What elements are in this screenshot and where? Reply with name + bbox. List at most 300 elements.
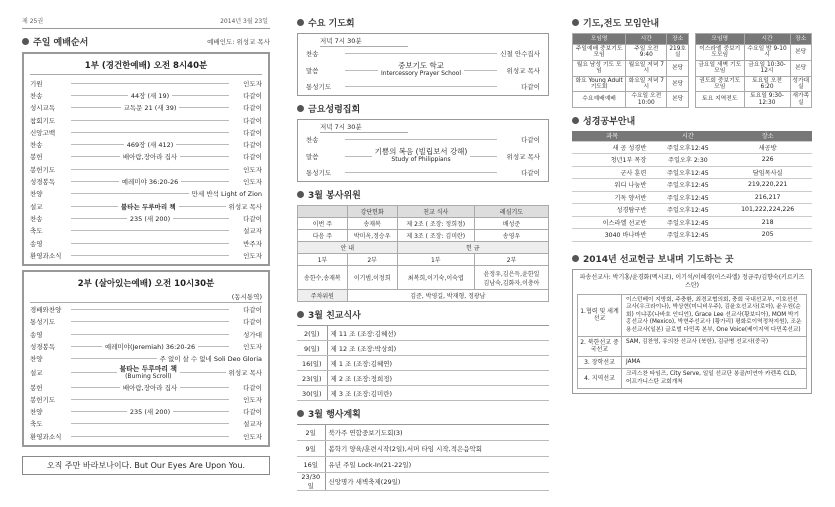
dash-line <box>71 387 120 388</box>
bible-row <box>572 204 812 217</box>
mission-row <box>577 337 807 356</box>
schedule-text: 제 11 조 (조장:김혜선) <box>327 326 549 341</box>
bible-row <box>572 216 812 229</box>
meeting-content <box>375 148 468 163</box>
wed-box <box>297 33 549 96</box>
order-row <box>30 237 262 249</box>
order-row <box>30 138 262 150</box>
order-row <box>30 316 262 328</box>
meet-row <box>573 60 689 76</box>
dash-line <box>176 144 229 145</box>
bible-cell: 226 <box>723 154 812 167</box>
mission-row <box>577 357 807 370</box>
meet-table-left <box>572 33 689 108</box>
meet-heading: 기도,전도 모임안내 <box>572 16 812 29</box>
meeting-person: 위성교 목사 <box>506 66 541 75</box>
dash-line <box>71 372 117 373</box>
vt-cell: 송영우 <box>475 230 549 242</box>
vt-cell: 배성준 <box>475 218 549 230</box>
order-person: 위성교 목사 <box>228 369 263 378</box>
order-main: 불타는 두루마리 책 <box>119 364 177 373</box>
order-person: 성가대 <box>243 330 262 339</box>
order-person: 다같이 <box>243 214 263 223</box>
meet-cell: 본당 <box>790 60 811 76</box>
meeting-row <box>306 133 540 146</box>
meeting-label: 통성기도 <box>306 169 332 177</box>
meeting-row <box>306 146 540 166</box>
order-content <box>120 366 177 380</box>
mission-category: 3. 장학선교 <box>578 357 622 369</box>
meet-cell: 토요 지역전도 <box>696 92 745 108</box>
vt-h: 레심기도 <box>475 206 549 218</box>
bible-cell: 군사 훈련 <box>572 166 652 179</box>
order-person: 인도자 <box>243 251 262 260</box>
dash-line <box>179 206 226 207</box>
events-heading: 3월 행사계획 <box>297 407 549 420</box>
order-row <box>30 151 262 163</box>
bible-cell: 218 <box>723 216 812 229</box>
service2-subtitle: (동시통역) <box>30 292 262 303</box>
dash-line <box>71 206 118 207</box>
bullet-icon <box>297 311 304 318</box>
schedule-date: 16(일) <box>297 356 327 371</box>
mission-row <box>577 369 807 389</box>
schedule-text: 제 2 조 (조장:정희정) <box>327 371 549 386</box>
dash-line <box>71 399 229 400</box>
vt-h <box>298 206 348 218</box>
bullet-icon <box>572 19 579 26</box>
vt-h: 강단헌화 <box>347 206 397 218</box>
schedule-text: 북가주 연합중보기도회(3) <box>325 425 549 441</box>
bible-cell: 새공방 <box>723 141 812 154</box>
bible-header: 시간 <box>652 131 723 141</box>
vt-cell <box>475 266 549 290</box>
meet-header: 모임명 <box>573 34 626 45</box>
order-label: 찬송 <box>30 141 43 150</box>
schedule-date: 2일 <box>297 425 325 441</box>
order-row <box>30 328 262 340</box>
meeting-main: 중보기도 학교 <box>398 61 444 71</box>
meet-cell: 금요일 새벽 기도모임 <box>696 60 745 76</box>
order-label: 설교 <box>30 369 43 378</box>
vt-cell: 박미옥,정승우 <box>347 230 397 242</box>
order-person: 인도자 <box>243 79 262 88</box>
order-label: 찬송 <box>30 214 43 223</box>
meet-cell: 본당 <box>667 92 689 108</box>
order-label: 경배와찬양 <box>30 306 62 315</box>
meet-cell: 주일예배 중보기도모임 <box>573 45 626 61</box>
schedule-date: 23(일) <box>297 371 327 386</box>
issue-date: 2014년 3월 23일 <box>220 18 268 25</box>
schedule-text: 신앙명가 새벽축제(29일) <box>325 473 549 491</box>
order-person: 설교자 <box>243 420 262 429</box>
dash-line <box>71 346 102 347</box>
order-label: 봉헌 <box>30 153 43 162</box>
service2-title: 2부 (살아있는예배) 오전 10시30분 <box>77 279 215 290</box>
order-row <box>30 381 262 393</box>
dash-line <box>71 144 124 145</box>
order-person: 인도자 <box>243 178 262 187</box>
order-row <box>30 126 262 138</box>
schedule-text: 유년 주일 Lock-In(21-22일) <box>325 457 549 473</box>
schedule-row <box>297 386 549 401</box>
worship-leader: 예배인도: 위성교 목사 <box>207 38 270 46</box>
meeting-row <box>306 80 540 93</box>
meet-cell: 수요예배예배 <box>573 92 626 108</box>
order-label: 축도 <box>30 420 43 429</box>
schedule-row <box>297 473 549 491</box>
missions-heading: 2014년 선교헌금 보내며 기도하는 곳 <box>572 252 812 265</box>
bible-header: 장소 <box>723 131 812 141</box>
schedule-date: 30(일) <box>297 386 327 401</box>
schedule-row <box>297 425 549 441</box>
meet-row <box>573 45 689 61</box>
schedule-row <box>297 341 549 356</box>
dash-line <box>71 230 229 231</box>
meeting-main: 기쁨의 복음 (빌립보서 강해) <box>374 147 468 157</box>
bible-cell: 이스라엘 선교반 <box>572 216 652 229</box>
wed-rows <box>306 47 540 93</box>
dash-line <box>71 321 229 322</box>
order-row <box>30 430 262 442</box>
dash-line <box>71 334 229 335</box>
dash-line <box>71 169 229 170</box>
meeting-person: 다같이 <box>521 169 540 177</box>
dash-line <box>71 156 120 157</box>
order-person: 다같이 <box>243 153 262 162</box>
bible-row <box>572 141 812 154</box>
meet-cell: 토요일 9:30-12:30 <box>744 92 790 108</box>
bible-cell: 워디 나눔반 <box>572 179 652 192</box>
schedule-text: 봄학기 양육/훈련시작(2일),서머 타임 시작,적은음악회 <box>325 441 549 457</box>
bible-cell: 3040 바나바반 <box>572 229 652 242</box>
order-person: 인도자 <box>243 342 263 351</box>
order-label: 찬양 <box>30 355 43 364</box>
order-person: 반주자 <box>243 239 262 248</box>
volunteer-heading: 3월 봉사위원 <box>297 188 549 201</box>
order-label: 성시교독 <box>30 104 56 113</box>
bullet-icon <box>572 255 579 262</box>
bible-row <box>572 191 812 204</box>
meet-row <box>696 60 812 76</box>
vt-line: 윤정우,김은득,윤한일 <box>483 270 540 278</box>
worship-column <box>22 0 270 475</box>
meet-cell: 금요일 10:30-12시 <box>744 60 790 76</box>
bible-cell: 주일오후12:45 <box>652 141 723 154</box>
order-label: 통성기도 <box>30 318 56 327</box>
meeting-person: 다같이 <box>521 136 540 144</box>
order-person: 다같이 <box>243 141 263 150</box>
order-label: 봉헌 <box>30 383 43 392</box>
meeting-label: 찬송 <box>306 50 319 58</box>
meeting-sub: Intercessory Prayer School <box>381 70 461 78</box>
bible-row <box>572 229 812 242</box>
mission-row <box>577 294 807 338</box>
order-person: 다같이 <box>243 306 262 315</box>
vt-cell: 제 3조 ( 조장: 김미란) <box>397 230 474 242</box>
dash-line <box>345 139 497 140</box>
order-content: 예레미야(Jeremiah) 36:20-26 <box>104 342 196 351</box>
order-content: 불타는 두루마리 책 <box>120 202 176 211</box>
meet-cell: 성가대실 <box>790 76 811 92</box>
order-content: 44장 (새 19) <box>130 91 170 100</box>
dash-line <box>71 181 119 182</box>
bible-row <box>572 154 812 167</box>
vt-cell: 송한수,송재복 <box>298 266 348 290</box>
meeting-sub: Study of Philippians <box>391 156 451 164</box>
vt-cell: 최복희,이기숙,이숙엽 <box>397 266 474 290</box>
bible-cell: 주일오후12:45 <box>652 216 723 229</box>
order-person: 다같이 <box>243 104 262 113</box>
meet-tables <box>572 33 812 108</box>
meet-header: 장소 <box>790 34 811 45</box>
order-row <box>30 365 262 381</box>
dash-line <box>181 181 229 182</box>
fri-heading: 금요성령집회 <box>297 102 549 115</box>
order-row <box>30 175 262 187</box>
schedule-date: 9일 <box>297 441 325 457</box>
bible-cell: 주일오후12:45 <box>652 229 723 242</box>
schedule-date: 16일 <box>297 457 325 473</box>
order-person: 인도자 <box>243 165 262 174</box>
service2-rows <box>30 303 262 442</box>
dash-line <box>345 53 497 54</box>
bible-cell: 청년1부 목장 <box>572 154 652 167</box>
vt-cell: 송재복 <box>347 218 397 230</box>
meeting-content <box>381 62 461 77</box>
meet-cell: 월요 남성 기도 모임 <box>573 60 626 76</box>
order-content: 배아람,장아라 집사 <box>122 383 178 392</box>
bible-cell: 주일오후12:45 <box>652 204 723 217</box>
meeting-row <box>306 166 540 179</box>
order-label: 송영 <box>30 330 43 339</box>
order-label: 기원 <box>30 79 43 88</box>
order-label: 환영과소식 <box>30 432 62 441</box>
bible-row <box>572 179 812 192</box>
bullet-icon <box>297 105 304 112</box>
dash-line <box>345 86 497 87</box>
service1-rows <box>30 77 262 261</box>
bible-cell: 216,217 <box>723 191 812 204</box>
order-person: 다같이 <box>243 128 262 137</box>
meet-cell: 본당 <box>667 60 689 76</box>
order-row <box>30 114 262 126</box>
order-person: 인도자 <box>243 432 262 441</box>
bible-cell: 담임목사실 <box>723 166 812 179</box>
bible-cell: 주일오후 2:30 <box>652 154 723 167</box>
missions-rows <box>577 294 807 390</box>
bible-cell: 205 <box>723 229 812 242</box>
order-label: 봉헌기도 <box>30 165 56 174</box>
vt-cell: 2부 <box>475 254 549 266</box>
schedule-text: 제 3 조 (조장:김미란) <box>327 386 549 401</box>
order-row <box>30 249 262 261</box>
order-label: 찬양 <box>30 190 43 199</box>
mission-list: 이스턴베이 지방회, 주충환, 최경교협의회, 충회 국내선교부, 이호선선교사(우크라이나), 박상현(미니비우주), 김윤호선교사(로마), 윤우원(순회) 이냐종(나바호 인디언), Grace Lee 선교사(황보디아), MOM 박기홍선교사 (Mexico), 박현주선교사 (황가리) 평화로이역정착지원), 조운용선교사(일본) 글로벌 다민족 본부, One Voice(베이지역 다민족선교) <box>626 296 802 333</box>
schedule-text: 제 1 조 (조장:김혜연) <box>327 356 549 371</box>
order-person: 위성교 목사 <box>228 202 263 211</box>
meet-header: 시간 <box>744 34 790 45</box>
meet-cell: 토요일 오전 6:20 <box>744 76 790 92</box>
order-person: 다같이 <box>243 116 262 125</box>
meeting-label: 말씀 <box>306 152 319 161</box>
schedule-row <box>297 371 549 386</box>
bible-cell: 성경탐구반 <box>572 204 652 217</box>
meet-cell: 본당 <box>667 76 689 92</box>
meet-cell: 월요일 저녁 7시 <box>626 60 667 76</box>
service1-box <box>22 52 270 266</box>
vt-h: 친교 식사 <box>397 206 474 218</box>
meeting-row <box>306 47 540 60</box>
dash-line <box>198 346 229 347</box>
dash-line <box>172 95 229 96</box>
meet-header-row <box>573 34 689 45</box>
dash-line <box>180 387 229 388</box>
dash-line <box>71 436 229 437</box>
meet-row <box>573 92 689 108</box>
fellowship-heading: 3월 친교식사 <box>297 308 549 321</box>
meet-cell: 새가족실 <box>790 92 811 108</box>
bullet-icon <box>297 410 304 417</box>
schedule-text: 제 12 조 (조장:박상희) <box>327 341 549 356</box>
mission-category: 2. 북한선교 중국선교 <box>578 337 622 355</box>
mission-category: 1.협력 및 세계선교 <box>578 295 622 337</box>
dash-line <box>173 218 229 219</box>
vt-sub: 헌 금 <box>397 242 548 254</box>
missions-intro: 파송선교사: 박기홍/윤경화(멕시코), 이기석/이혜경(이스라엘) 정금주/김향숙(키르키즈스탄) <box>579 273 805 289</box>
meet-row <box>696 92 812 108</box>
events-table <box>297 424 549 491</box>
meet-header: 모임명 <box>696 34 745 45</box>
order-content: 235 (새 200) <box>129 408 171 417</box>
order-label: 설교 <box>30 202 43 211</box>
order-row <box>30 89 262 101</box>
meeting-person: 위성교 목사 <box>506 152 541 161</box>
vt-cell: 1부 <box>298 254 348 266</box>
vt-cell: 2부 <box>347 254 397 266</box>
order-label: 봉헌기도 <box>30 395 56 404</box>
meet-row <box>696 45 812 61</box>
dash-line <box>345 172 497 173</box>
meet-cell: 219호실 <box>667 45 689 61</box>
meet-header-row <box>696 34 812 45</box>
dash-line <box>71 309 229 310</box>
schedule-row <box>297 356 549 371</box>
vt-cell: 김준, 박영길, 박재형, 정광남 <box>347 290 548 302</box>
order-person: 다같이 <box>243 383 262 392</box>
bible-cell: 101,222,224,226 <box>723 204 812 217</box>
bible-cell: 새 공 성경반 <box>572 141 652 154</box>
service2-box <box>22 270 270 447</box>
order-person: 다같이 <box>243 318 262 327</box>
order-label: 참회기도 <box>30 116 56 125</box>
meet-cell: 화요 Young Adult 기도회 <box>573 76 626 92</box>
order-label: 성경봉독 <box>30 342 56 351</box>
meetings-column <box>297 0 549 491</box>
dash-line <box>71 411 127 412</box>
wed-heading: 수요 기도회 <box>297 16 549 29</box>
order-label: 송영 <box>30 239 43 248</box>
order-content: 235 (새 200) <box>129 214 171 223</box>
order-row <box>30 200 262 212</box>
schedule-date: 2(일) <box>297 326 327 341</box>
order-row <box>30 188 262 200</box>
meeting-label: 말씀 <box>306 66 319 75</box>
dash-line <box>71 120 229 121</box>
dash-line <box>179 107 229 108</box>
wed-time: 저녁 7시 30분 <box>320 36 408 47</box>
meet-header: 장소 <box>667 34 689 45</box>
vt-cell: 다음 주 <box>298 230 348 242</box>
vt-cell: 이기범,이정희 <box>347 266 397 290</box>
order-content: 배아람,장아라 집사 <box>122 153 178 162</box>
dash-line <box>71 95 128 96</box>
dash-line <box>71 423 229 424</box>
fri-time: 저녁 7시 30분 <box>320 122 408 133</box>
meeting-person: 신철 안수집사 <box>500 50 540 58</box>
bible-cell: 주일오후12:45 <box>652 166 723 179</box>
dash-line <box>464 70 497 71</box>
order-row <box>30 406 262 418</box>
order-label: 환영과소식 <box>30 251 62 260</box>
meet-row <box>573 76 689 92</box>
volunteer-table <box>297 205 549 302</box>
dash-line <box>173 411 229 412</box>
mission-list: 크리스찬 타임즈, City Serve, 일일 선교단 봉골/미연아 카렌족 CLD, 어프가니스탄 교회개척 <box>626 371 797 385</box>
order-person: 설교자 <box>243 227 262 236</box>
dash-line <box>71 107 121 108</box>
order-row <box>30 303 262 315</box>
order-label: 성경봉독 <box>30 178 56 187</box>
meet-cell: 수요일 밤 9-10시 <box>744 45 790 61</box>
order-label: 찬양 <box>30 408 43 417</box>
dash-line <box>180 372 226 373</box>
order-row <box>30 225 262 237</box>
meet-cell: 권도회 중보기도모임 <box>696 76 745 92</box>
issue-number: 제 25권 <box>22 18 44 25</box>
meeting-label: 찬송 <box>306 136 319 144</box>
order-content: 만세 반석 Light of Zion <box>191 190 262 199</box>
order-label: 축도 <box>30 227 43 236</box>
vt-line: 김남숙,김화자,이충아 <box>483 279 540 287</box>
dash-line <box>71 193 189 194</box>
bible-header: 과목 <box>572 131 652 141</box>
meet-cell: 본당 <box>790 45 811 61</box>
meet-cell: 수요일 오전 10:00 <box>626 92 667 108</box>
bullet-icon <box>22 38 29 45</box>
meet-header: 시간 <box>626 34 667 45</box>
order-row <box>30 418 262 430</box>
order-row <box>30 340 262 352</box>
bible-cell: 219,220,221 <box>723 179 812 192</box>
vt-sub: 주차위원 <box>298 290 348 302</box>
dash-line <box>470 156 497 157</box>
info-column <box>572 0 812 394</box>
order-label: 찬송 <box>30 91 43 100</box>
bible-cell: 기독 양서반 <box>572 191 652 204</box>
bible-cell: 주일오후12:45 <box>652 179 723 192</box>
mission-list: JAMA <box>626 358 641 365</box>
header-bar <box>22 0 270 29</box>
dash-line <box>180 156 229 157</box>
bullet-icon <box>297 191 304 198</box>
worship-order-heading: 주일 예배순서 예배인도: 위성교 목사 <box>22 35 270 48</box>
meet-table-right <box>695 33 812 108</box>
mission-list: SAM, 김찬영, 유의찬 선교사 (북한), 김규병 선교사(중국) <box>626 339 769 346</box>
order-content: 주 없이 살 수 없네 Soli Deo Gloria <box>159 355 262 364</box>
bible-cell: 주일오후12:45 <box>652 191 723 204</box>
order-content: 교독문 21 (새 39) <box>123 104 177 113</box>
